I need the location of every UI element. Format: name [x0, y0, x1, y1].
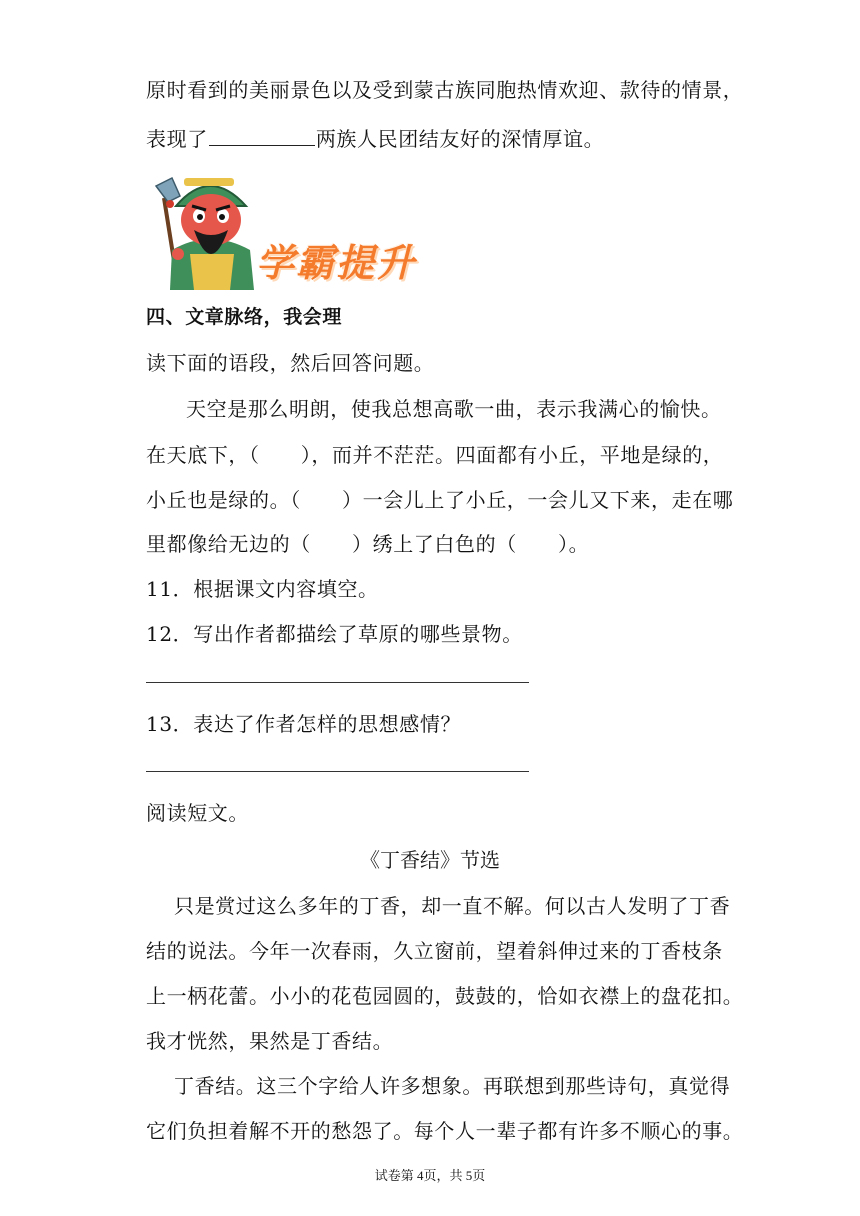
question-13: 13．表达了作者怎样的思想感情？ — [146, 712, 462, 736]
reading-line-2: 结的说法。今年一次春雨，久立窗前，望着斜伸过来的丁香枝条 — [146, 939, 723, 963]
section-heading: 四、文章脉络，我会理 — [146, 306, 343, 328]
reading-line-1: 只是赏过这么多年的丁香，却一直不解。何以古人发明了丁香 — [174, 894, 731, 918]
passage-line-1: 天空是那么明朗，使我总想高歌一曲，表示我满心的愉快。 — [186, 397, 722, 421]
intro-line-1: 原时看到的美丽景色以及受到蒙古族同胞热情欢迎、款待的情景， — [146, 78, 744, 102]
fill-in-blank[interactable] — [209, 127, 315, 146]
reading-instruction: 阅读短文。 — [146, 801, 249, 825]
intro-line-2-end: 两族人民团结友好的深情厚谊。 — [315, 127, 605, 151]
page-footer: 试卷第 4页，共 5页 — [374, 1168, 486, 1183]
passage-line-2: 在天底下，（ ），而并不茫茫。四面都有小丘，平地是绿的， — [146, 443, 724, 467]
passage-line-3: 小丘也是绿的。（ ）一会儿上了小丘，一会儿又下来，走在哪 — [146, 488, 734, 512]
intro-line-2-start: 表现了 — [146, 127, 208, 151]
study-boost-banner-text: 学霸提升 — [256, 241, 417, 285]
reading-line-5: 丁香结。这三个字给人许多想象。再联想到那些诗句，真觉得 — [174, 1074, 731, 1098]
reading-line-4: 我才恍然，果然是丁香结。 — [146, 1029, 394, 1053]
reading-title: 《丁香结》节选 — [360, 848, 500, 872]
question-11: 11．根据课文内容填空。 — [146, 577, 379, 601]
instruction: 读下面的语段，然后回答问题。 — [146, 351, 435, 375]
passage-line-4: 里都像给无边的（ ）绣上了白色的（ ）。 — [146, 532, 590, 556]
intro-line-2 — [146, 123, 604, 152]
reading-line-3: 上一柄花蕾。小小的花苞园圆的，鼓鼓的，恰如衣襟上的盘花扣。 — [146, 984, 744, 1008]
answer-line-13[interactable] — [146, 771, 529, 772]
question-12: 12．写出作者都描绘了草原的哪些景物。 — [146, 622, 523, 646]
answer-line-12[interactable] — [146, 682, 529, 683]
reading-line-6: 它们负担着解不开的愁怨了。每个人一辈子都有许多不顺心的事。 — [146, 1119, 744, 1143]
